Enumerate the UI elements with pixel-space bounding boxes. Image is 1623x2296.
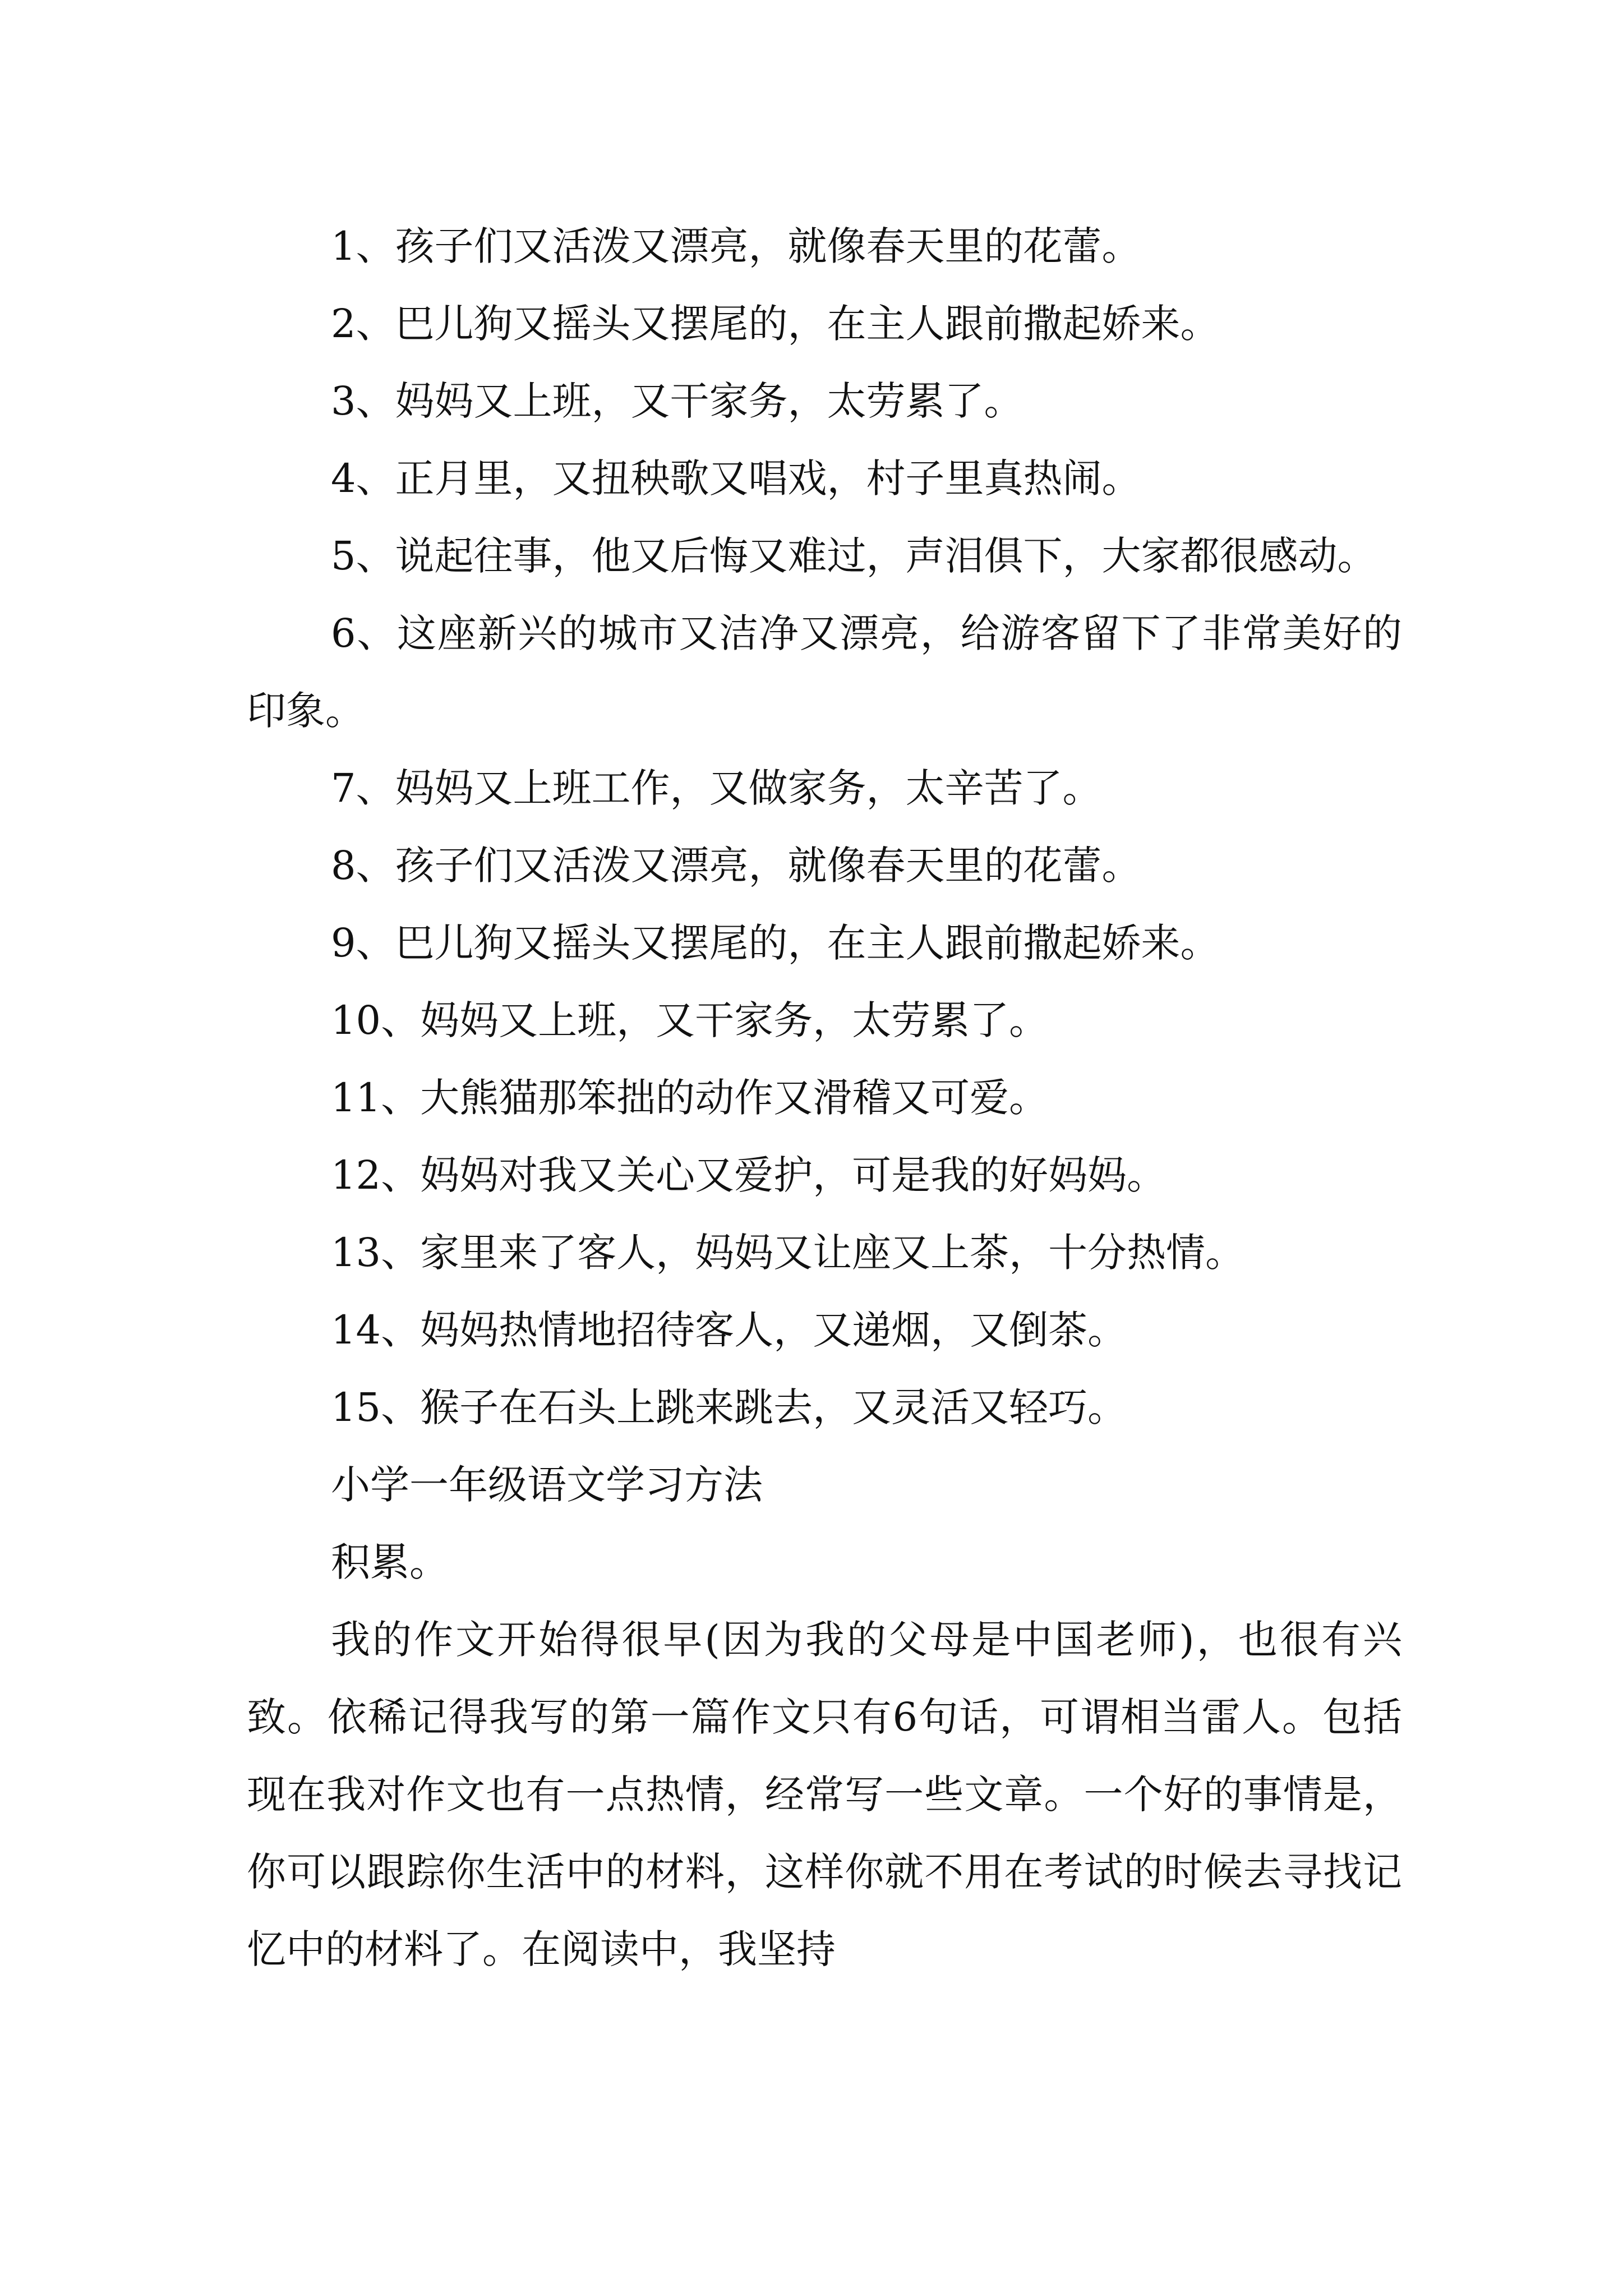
list-item: 1、孩子们又活泼又漂亮，就像春天里的花蕾。: [331, 223, 1141, 269]
list-item: 12、妈妈对我又关心又爱护，可是我的好妈妈。: [331, 1152, 1166, 1198]
list-item: 3、妈妈又上班，又干家务，太劳累了。: [331, 378, 1023, 424]
list-item: 14、妈妈热情地招待客人，又递烟，又倒茶。: [331, 1307, 1127, 1353]
list-item: 11、大熊猫那笨拙的动作又滑稽又可爱。: [331, 1075, 1049, 1121]
list-item: 2、巴儿狗又摇头又摆尾的，在主人跟前撒起娇来。: [331, 301, 1220, 347]
list-item: 9、巴儿狗又摇头又摆尾的，在主人跟前撒起娇来。: [331, 920, 1220, 966]
list-item: 6、这座新兴的城市又洁净又漂亮，给游客留下了非常美好的印象。: [247, 610, 1402, 734]
list-item: 4、正月里，又扭秧歌又唱戏，村子里真热闹。: [331, 455, 1141, 501]
body-paragraph: 我的作文开始得很早(因为我的父母是中国老师)，也很有兴致。依稀记得我写的第一篇作文只有6句话，可谓相当雷人。包括现在我对作文也有一点热情，经常写一些文章。一个好的事情是，你可以跟踪你生活中的材料，这样你就不用在考试的时候去寻找记忆中的材料了。在阅读中，我坚持: [247, 1617, 1402, 1972]
list-item: 5、说起往事，他又后悔又难过，声泪俱下，大家都很感动。: [331, 533, 1377, 579]
list-item: 8、孩子们又活泼又漂亮，就像春天里的花蕾。: [331, 843, 1141, 889]
list-item: 7、妈妈又上班工作，又做家务，太辛苦了。: [331, 765, 1102, 811]
section-heading: 小学一年级语文学习方法: [331, 1462, 763, 1508]
list-item: 15、猴子在石头上跳来跳去，又灵活又轻巧。: [331, 1384, 1127, 1430]
list-item: 10、妈妈又上班，又干家务，太劳累了。: [331, 997, 1049, 1043]
subsection-heading: 积累。: [331, 1539, 449, 1585]
list-item: 13、家里来了客人，妈妈又让座又上茶，十分热情。: [331, 1230, 1245, 1276]
document-body: [247, 208, 1402, 1988]
